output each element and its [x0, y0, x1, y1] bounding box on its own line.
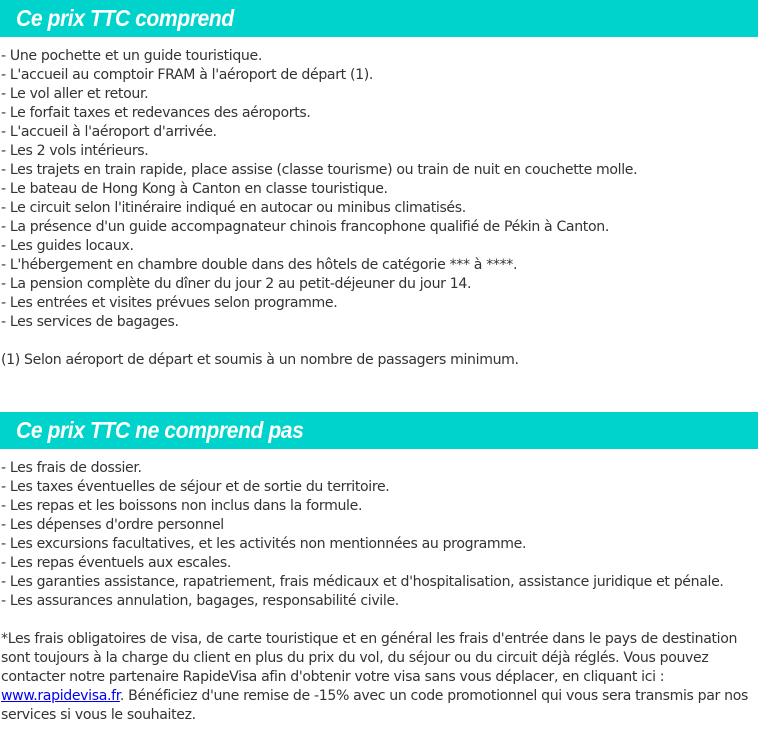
included-title: Ce prix TTC comprend: [16, 5, 234, 31]
list-item: - L'hébergement en chambre double dans des hôtels de catégorie *** à ****.: [1, 257, 518, 273]
list-item: - Les trajets en train rapide, place assise (classe tourisme) ou train de nuit en couchette molle.: [1, 162, 638, 178]
included-list: [1, 47, 758, 332]
included-footnote: (1) Selon aéroport de départ et soumis à un nombre de passagers minimum.: [1, 352, 519, 368]
excluded-title: Ce prix TTC ne comprend pas: [16, 417, 304, 443]
list-item: - Le vol aller et retour.: [1, 86, 149, 102]
list-item: - Les assurances annulation, bagages, responsabilité civile.: [1, 593, 399, 609]
list-item: - Les excursions facultatives, et les activités non mentionnées au programme.: [1, 536, 527, 552]
list-item: - Le circuit selon l'itinéraire indiqué en autocar ou minibus climatisés.: [1, 200, 466, 216]
excluded-body: [0, 449, 758, 725]
list-item: - L'accueil au comptoir FRAM à l'aéroport de départ (1).: [1, 67, 374, 83]
included-body: [0, 37, 758, 370]
list-item: - Les entrées et visites prévues selon programme.: [1, 295, 338, 311]
visa-note-text: *Les frais obligatoires de visa, de carte touristique et en général les frais d'entrée dans le pays de destination sont toujours à la charge du client en plus du prix du vol, du séjour ou du circuit déjà réglés. Vous pouvez contacter notre partenaire RapideVisa afin d'obtenir votre visa sans vous déplacer, en cliquant ici :: [1, 631, 738, 685]
list-item: - Le forfait taxes et redevances des aéroports.: [1, 105, 311, 121]
list-item: - Les guides locaux.: [1, 238, 134, 254]
excluded-list: [1, 459, 758, 611]
list-item: - La pension complète du dîner du jour 2 au petit-déjeuner du jour 14.: [1, 276, 472, 292]
excluded-header: [0, 412, 758, 449]
included-header: [0, 0, 758, 37]
list-item: - Les garanties assistance, rapatriement, frais médicaux et d'hospitalisation, assistance juridique et pénale.: [1, 574, 724, 590]
list-item: - Les 2 vols intérieurs.: [1, 143, 149, 159]
list-item: - L'accueil à l'aéroport d'arrivée.: [1, 124, 217, 140]
visa-note: [1, 630, 757, 725]
visa-note-text-after: . Bénéficiez d'une remise de -15% avec un code promotionnel qui vous sera transmis par nos services si vous le souhaitez.: [1, 688, 748, 723]
list-item: - La présence d'un guide accompagnateur chinois francophone qualifié de Pékin à Canton.: [1, 219, 609, 235]
excluded-section: [0, 412, 758, 725]
list-item: - Le bateau de Hong Kong à Canton en classe touristique.: [1, 181, 388, 197]
list-item: - Les repas éventuels aux escales.: [1, 555, 232, 571]
rapidevisa-link[interactable]: www.rapidevisa.fr: [1, 688, 120, 704]
list-item: - Les repas et les boissons non inclus dans la formule.: [1, 498, 363, 514]
list-item: - Les dépenses d'ordre personnel: [1, 517, 224, 533]
list-item: - Une pochette et un guide touristique.: [1, 48, 262, 64]
list-item: - Les taxes éventuelles de séjour et de sortie du territoire.: [1, 479, 390, 495]
list-item: - Les services de bagages.: [1, 314, 179, 330]
list-item: - Les frais de dossier.: [1, 460, 142, 476]
